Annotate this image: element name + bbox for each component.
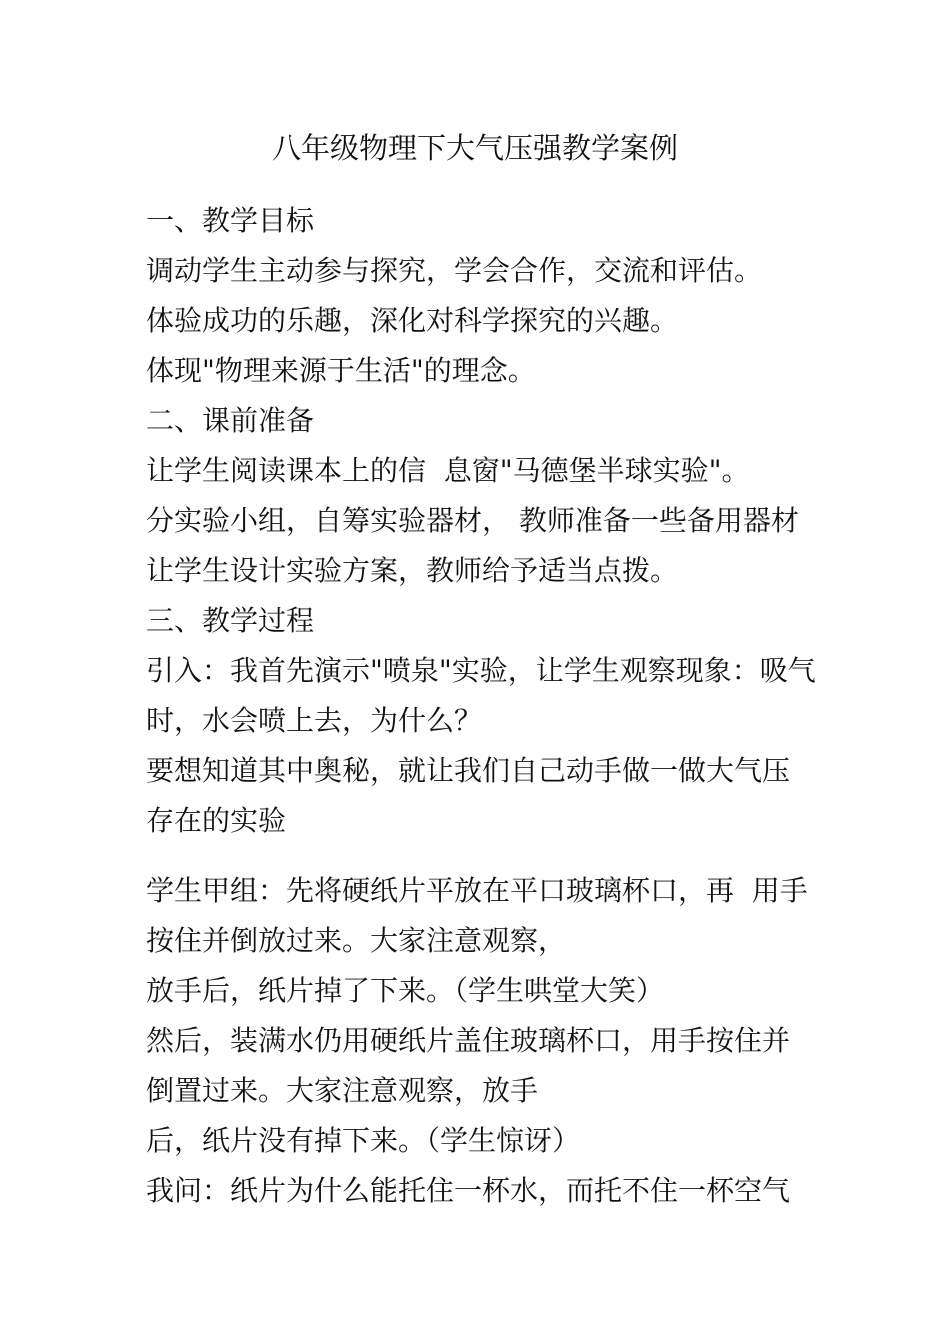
paragraph-line: 按住并倒放过来。大家注意观察，: [146, 924, 567, 957]
paragraph-line: 让学生设计实验方案，教师给予适当点拨。: [146, 554, 679, 587]
paragraph-line: 我问：纸片为什么能托住一杯水，而托不住一杯空气: [146, 1174, 791, 1207]
paragraph-line: 让学生阅读课本上的信 息窗"马德堡半球实验"。: [146, 454, 750, 487]
paragraph-line: 存在的实验: [146, 804, 287, 837]
paragraph-line: 然后，装满水仍用硬纸片盖住玻璃杯口，用手按住并: [146, 1024, 791, 1057]
document-title: 八年级物理下大气压强教学案例: [271, 131, 678, 165]
paragraph-line: 倒置过来。大家注意观察，放手: [146, 1074, 539, 1107]
section-heading-objectives: 一、教学目标: [146, 204, 315, 237]
section-heading-process: 三、教学过程: [146, 604, 315, 637]
paragraph-line: 分实验小组，自筹实验器材， 教师准备一些备用器材: [146, 504, 799, 537]
paragraph-line: 后，纸片没有掉下来。（学生惊讶）: [146, 1124, 581, 1157]
section-heading-preparation: 二、课前准备: [146, 404, 315, 437]
paragraph-line: 要想知道其中奥秘，就让我们自己动手做一做大气压: [146, 754, 791, 787]
paragraph-line: 时，水会喷上去，为什么？: [146, 704, 483, 737]
paragraph-line: 调动学生主动参与探究，学会合作，交流和评估。: [146, 254, 763, 287]
paragraph-line: 引入：我首先演示"喷泉"实验，让学生观察现象：吸气: [146, 654, 816, 687]
paragraph-line: 学生甲组：先将硬纸片平放在平口玻璃杯口，再 用手: [146, 874, 808, 907]
paragraph-line: 体现"物理来源于生活"的理念。: [146, 354, 536, 387]
paragraph-line: 放手后，纸片掉了下来。（学生哄堂大笑）: [146, 974, 665, 1007]
paragraph-line: 体验成功的乐趣，深化对科学探究的兴趣。: [146, 304, 679, 337]
